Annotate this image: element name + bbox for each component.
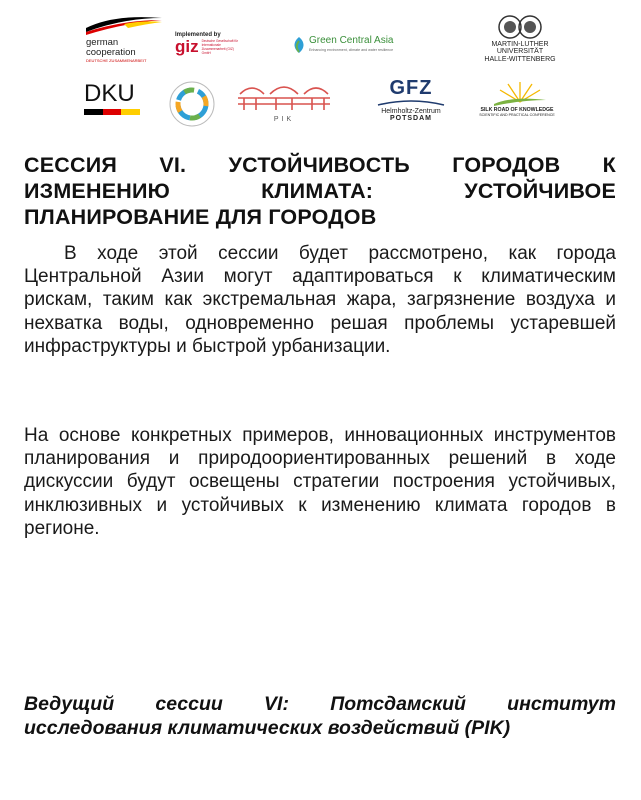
german-flag-swoosh-icon	[84, 14, 164, 36]
mlu-logo	[470, 14, 570, 70]
german-coop-line1: german	[86, 37, 119, 48]
german-coop-line2: cooperation	[86, 46, 136, 58]
pik-building-icon	[236, 80, 332, 114]
silk-road-tagline: SCIENTIFIC AND PRACTICAL CONFERENCE	[479, 113, 555, 118]
giz-logo	[175, 32, 255, 72]
german-cooperation-logo	[84, 14, 174, 70]
dku-logo	[84, 82, 144, 124]
pik-logo	[236, 80, 336, 130]
green-central-asia-name: Green Central Asia	[309, 35, 394, 46]
session-title: СЕССИЯ VI. УСТОЙЧИВОСТЬ ГОРОДОВ К ИЗМЕНЕНИЮ КЛИМАТА: УСТОЙЧИВОЕ ПЛАНИРОВАНИЕ ДЛЯ ГОРОДОВ	[24, 153, 616, 229]
mlu-line1: MARTIN-LUTHER	[491, 41, 549, 48]
gfz-name: GFZ	[389, 77, 433, 99]
partner-logos-row-1	[0, 10, 641, 70]
pik-name: PIK	[273, 116, 295, 123]
session-moderator: Ведущий сессии VI: Потсдамский институт исследования климатических воздействий (PIK)	[24, 693, 616, 739]
giz-name: giz	[175, 37, 199, 57]
silk-road-name: SILK ROAD OF KNOWLEDGE	[480, 107, 554, 113]
gfz-logo	[376, 78, 446, 130]
dku-name: DKU	[84, 80, 135, 107]
dku-color-bar	[84, 109, 140, 115]
giz-tagline: Deutsche Gesellschaft für Internationale Zusammenarbeit (GIZ) GmbH	[201, 39, 239, 55]
circular-ring-logo-icon	[168, 80, 216, 128]
sunrise-icon	[492, 78, 548, 108]
session-paragraph-2: На основе конкретных примеров, инновационных инструментов планирования и природоориентированных решений в ходе дискуссии будут освещены стратегии построения устойчивых, инклюзивных и устойчивых к изменению климата городов в регионе.	[24, 425, 616, 539]
leaf-icon	[292, 36, 306, 54]
mlu-line3: HALLE-WITTENBERG	[484, 55, 556, 63]
gfz-swoosh-icon	[376, 99, 446, 107]
german-coop-tagline: DEUTSCHE ZUSAMMENARBEIT	[86, 57, 147, 63]
ring-logo	[168, 80, 218, 130]
mlu-line2: UNIVERSITÄT	[496, 48, 544, 56]
mlu-seal-icon	[498, 14, 542, 40]
green-central-asia-logo	[292, 34, 432, 64]
gfz-line1: Helmholtz-Zentrum	[381, 108, 441, 115]
gfz-line2: POTSDAM	[390, 115, 432, 123]
silk-road-logo	[472, 78, 562, 130]
green-central-asia-tagline: Enhancing environment, climate and water resilience	[309, 48, 394, 52]
session-paragraph-1: В ходе этой сессии будет рассмотрено, как города Центральной Азии могут адаптироваться к климатическим рискам, таким как экстремальная жара, загрязнение воздуха и нехватка воды, одновременно решая проблемы устаревшей инфраструктуры и быстрой урбанизации.	[24, 243, 616, 357]
partner-logos-row-2	[0, 74, 641, 134]
giz-implemented-by: Implemented by	[175, 32, 221, 38]
